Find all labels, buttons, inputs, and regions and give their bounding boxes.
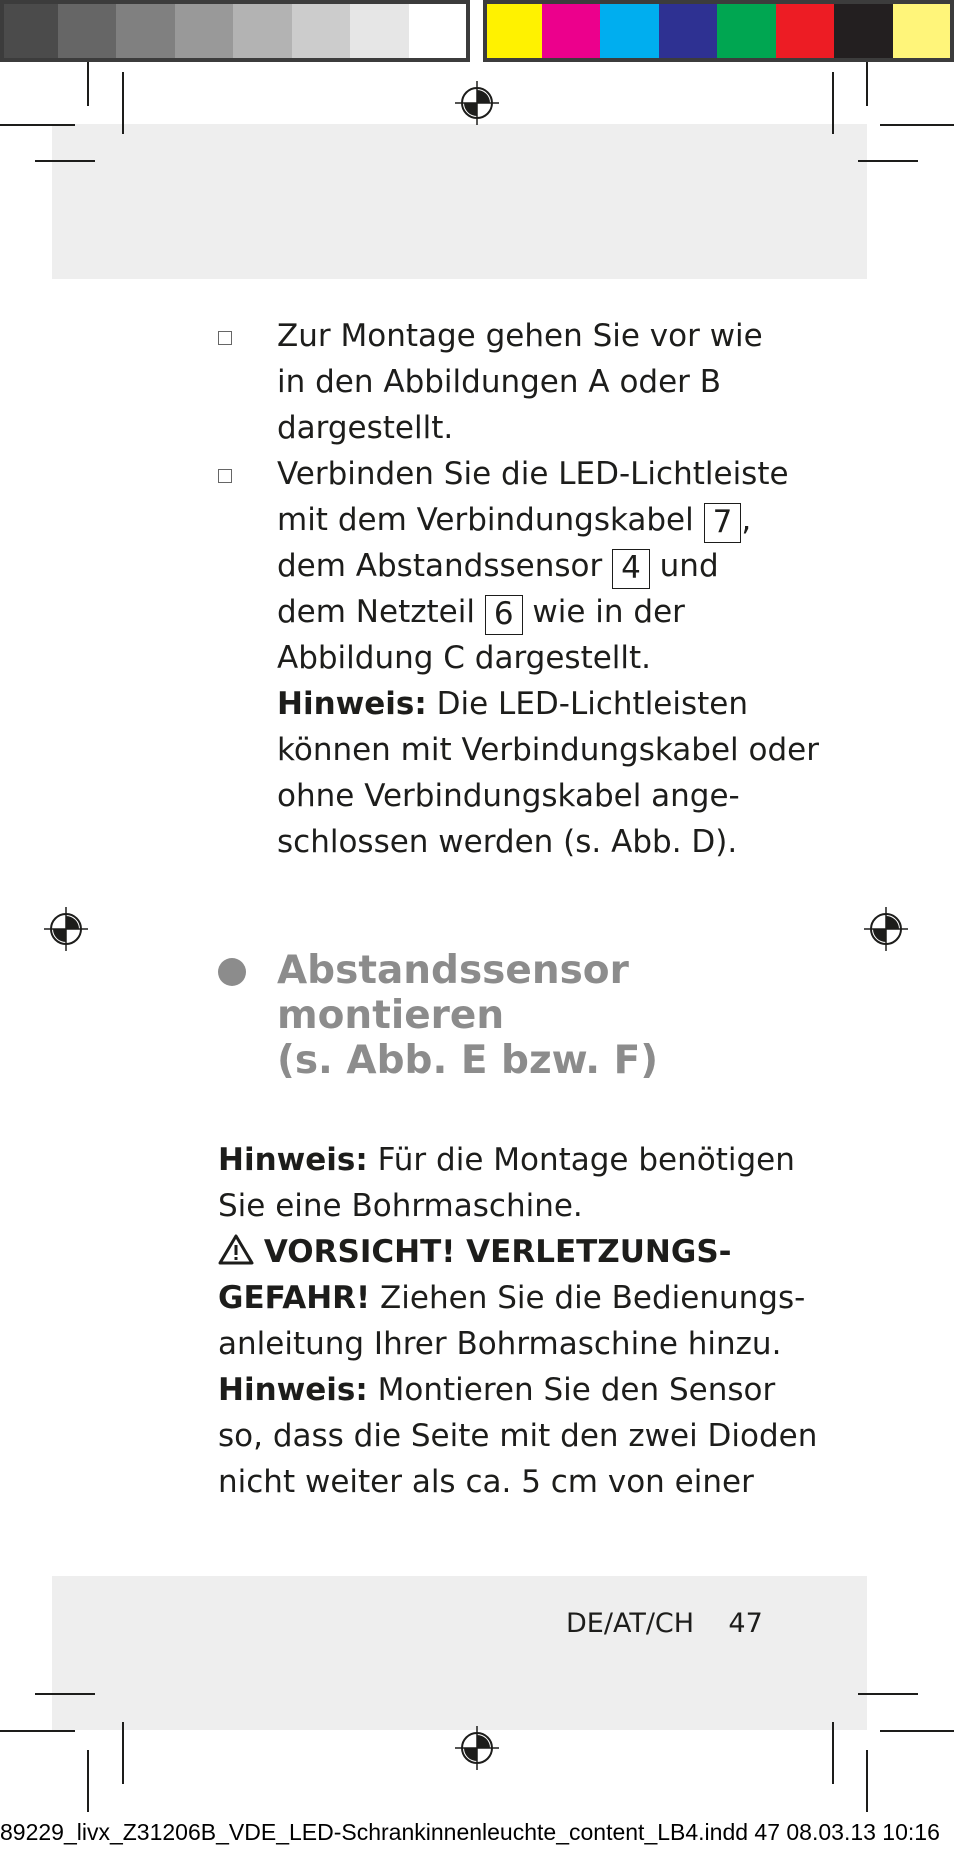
step-note-line: können mit Verbindungskabel oder xyxy=(277,732,819,768)
heading-line: Abstandssensor xyxy=(277,948,629,993)
note-label: Hinweis: xyxy=(218,1372,368,1408)
step-note-line: ohne Verbindungskabel ange- xyxy=(277,778,740,814)
step-text: wie in der xyxy=(532,594,685,630)
warning-line xyxy=(218,1229,758,1275)
crop-mark xyxy=(35,1693,95,1695)
note-text: Die LED-Lichtleisten xyxy=(436,686,749,722)
page-footer xyxy=(566,1606,763,1642)
step-item xyxy=(218,451,819,865)
warning-label: GEFAHR! xyxy=(218,1280,371,1316)
step-text-line xyxy=(277,589,758,635)
crop-mark xyxy=(866,62,868,106)
crop-mark xyxy=(858,160,918,162)
step-text-line xyxy=(277,543,758,589)
crop-mark xyxy=(122,72,124,134)
heading-line: (s. Abb. E bzw. F) xyxy=(277,1038,659,1083)
part-number-badge: 7 xyxy=(704,503,742,543)
step-text-line: Zur Montage gehen Sie vor wie xyxy=(277,318,763,354)
crop-mark xyxy=(87,62,89,106)
step-item xyxy=(218,313,763,451)
step-text: dem Netzteil xyxy=(277,594,475,630)
registration-mark-icon xyxy=(864,907,908,951)
crop-mark xyxy=(880,124,954,126)
country-codes: DE/AT/CH xyxy=(566,1608,695,1639)
note-line xyxy=(218,1367,776,1413)
warning-line: anleitung Ihrer Bohrmaschine hinzu. xyxy=(218,1326,782,1362)
step-text-line xyxy=(277,497,758,543)
section-heading xyxy=(218,948,778,1083)
step-text: , xyxy=(741,502,752,538)
step-text: mit dem Verbindungskabel xyxy=(277,502,694,538)
part-number-badge: 6 xyxy=(485,595,523,635)
step-text: dem Abstandssensor xyxy=(277,548,603,584)
step-text-line: in den Abbildungen A oder B xyxy=(277,364,722,400)
step-note-line: schlossen werden (s. Abb. D). xyxy=(277,824,738,860)
color-swatch-frame xyxy=(483,0,954,62)
note-text: Montieren Sie den Sensor xyxy=(377,1372,776,1408)
crop-mark xyxy=(35,160,95,162)
print-color-bar xyxy=(0,0,954,62)
page-number: 47 xyxy=(728,1608,763,1639)
checkbox-bullet-icon xyxy=(218,469,232,483)
print-slug: 89229_livx_Z31206B_VDE_LED-Schrankinnenleuchte_content_LB4.indd 47 08.03.13 10:16 xyxy=(0,1819,940,1845)
steps-list xyxy=(218,313,819,865)
crop-mark xyxy=(87,1750,89,1812)
section-body xyxy=(218,1137,818,1505)
registration-mark-icon xyxy=(455,1726,499,1770)
warning-label: VORSICHT! VERLETZUNGS- xyxy=(263,1234,732,1270)
crop-mark xyxy=(866,1750,868,1812)
step-text-line: dargestellt. xyxy=(277,410,454,446)
step-text: und xyxy=(659,548,719,584)
heading-bullet-icon xyxy=(218,958,246,986)
crop-mark xyxy=(122,1722,124,1784)
crop-mark xyxy=(858,1693,918,1695)
checkbox-bullet-icon xyxy=(218,331,232,345)
heading-line: montieren xyxy=(277,993,505,1038)
registration-mark-icon xyxy=(455,81,499,125)
step-text-line: Verbinden Sie die LED-Lichtleiste xyxy=(277,456,789,492)
note-text: Für die Montage benötigen xyxy=(377,1142,795,1178)
gray-swatch-frame xyxy=(0,0,470,62)
crop-mark xyxy=(0,124,75,126)
crop-mark xyxy=(832,72,834,134)
warning-line xyxy=(218,1275,806,1321)
note-line: nicht weiter als ca. 5 cm von einer xyxy=(218,1464,754,1500)
step-note-line xyxy=(277,681,758,727)
header-band xyxy=(52,124,867,279)
note-line: so, dass die Seite mit den zwei Dioden xyxy=(218,1418,818,1454)
step-text-line: Abbildung C dargestellt. xyxy=(277,640,652,676)
footer-band xyxy=(52,1576,867,1730)
note-label: Hinweis: xyxy=(218,1142,368,1178)
warning-text: Ziehen Sie die Bedienungs- xyxy=(380,1280,806,1316)
note-line xyxy=(218,1137,795,1183)
note-line: Sie eine Bohrmaschine. xyxy=(218,1188,583,1224)
registration-mark-icon xyxy=(44,907,88,951)
part-number-badge: 4 xyxy=(612,549,650,589)
warning-triangle-icon xyxy=(218,1233,254,1265)
note-label: Hinweis: xyxy=(277,686,427,722)
crop-mark xyxy=(832,1722,834,1784)
crop-mark xyxy=(0,1730,75,1732)
crop-mark xyxy=(880,1730,954,1732)
